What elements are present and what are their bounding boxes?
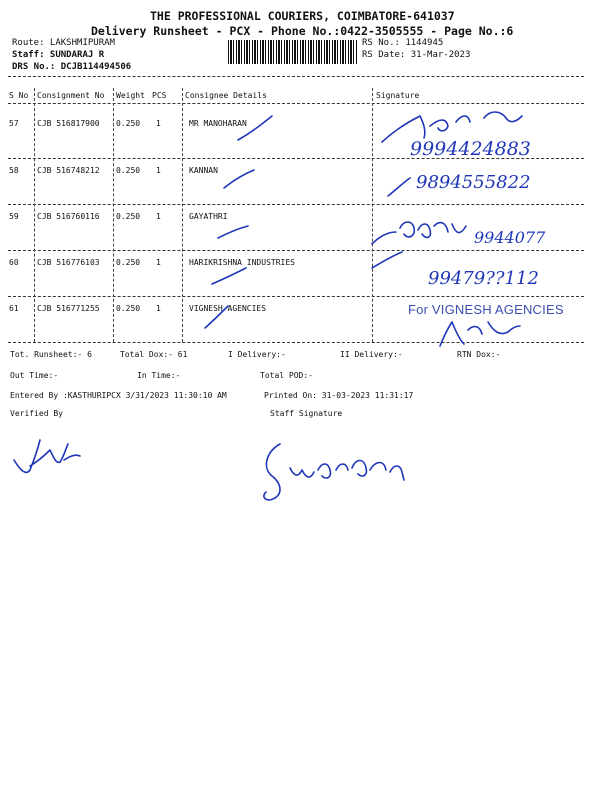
company-stamp: For VIGNESH AGENCIES	[408, 302, 564, 317]
col-header-consignee: Consignee Details	[185, 91, 267, 100]
row-sno: 58	[9, 166, 19, 175]
in-time: In Time:-	[137, 371, 181, 380]
handwritten-phone: 9944077	[474, 228, 546, 247]
second-delivery: II Delivery:-	[340, 350, 403, 359]
row-weight: 0.250	[116, 166, 141, 175]
out-time: Out Time:-	[10, 371, 59, 380]
verified-by-label: Verified By	[10, 409, 63, 418]
row-consignee: GAYATHRI	[189, 212, 228, 221]
row-consignee: HARIKRISHNA INDUSTRIES	[189, 258, 295, 267]
drs-label: DRS No.: DCJB114494506	[12, 62, 132, 72]
row-consignee: MR MANOHARAN	[189, 119, 247, 128]
printed-on: Printed On: 31-03-2023 11:31:17	[264, 391, 414, 400]
row-consignment: CJB 516776103	[37, 258, 100, 267]
col-header-sno: S No	[9, 91, 29, 100]
handwritten-phone: 9994424883	[410, 138, 531, 160]
row-weight: 0.250	[116, 212, 141, 221]
row-consignment: CJB 516760116	[37, 212, 100, 221]
return-dox: RTN Dox:-	[457, 350, 501, 359]
row-sno: 61	[9, 304, 19, 313]
runsheet-subtitle: Delivery Runsheet - PCX - Phone No.:0422-3505555 - Page No.:6	[91, 24, 514, 38]
rs-no: RS No.: 1144945	[362, 38, 444, 48]
row-consignment: CJB 516771255	[37, 304, 100, 313]
col-header-consignment: Consignment No	[37, 91, 105, 100]
col-header-weight: Weight	[116, 91, 145, 100]
entered-by: Entered By :KASTHURIPCX 3/31/2023 11:30:10 AM	[10, 391, 227, 400]
row-consignee: KANNAN	[189, 166, 218, 175]
route-label: Route: LAKSHMIPURAM	[12, 38, 115, 48]
staff-signature-label: Staff Signature	[270, 409, 343, 418]
row-consignment: CJB 516748212	[37, 166, 100, 175]
total-pod: Total POD:-	[260, 371, 313, 380]
row-sno: 57	[9, 119, 19, 128]
col-header-pcs: PCS	[152, 91, 167, 100]
row-sno: 60	[9, 258, 19, 267]
row-consignee: VIGNESH AGENCIES	[189, 304, 267, 313]
company-title: THE PROFESSIONAL COURIERS, COIMBATORE-641037	[150, 9, 455, 23]
row-weight: 0.250	[116, 119, 141, 128]
handwritten-phone: 99479??112	[428, 268, 539, 289]
first-delivery: I Delivery:-	[228, 350, 286, 359]
row-sno: 59	[9, 212, 19, 221]
row-pcs: 1	[156, 119, 161, 128]
row-pcs: 1	[156, 166, 161, 175]
col-header-signature: Signature	[376, 91, 420, 100]
handwritten-phone: 9894555822	[416, 172, 531, 193]
row-weight: 0.250	[116, 304, 141, 313]
row-pcs: 1	[156, 258, 161, 267]
staff-label: Staff: SUNDARAJ R	[12, 50, 105, 60]
total-dox: Total Dox:- 61	[120, 350, 188, 359]
row-pcs: 1	[156, 304, 161, 313]
row-weight: 0.250	[116, 258, 141, 267]
row-pcs: 1	[156, 212, 161, 221]
row-consignment: CJB 516817900	[37, 119, 100, 128]
total-runsheet: Tot. Runsheet:- 6	[10, 350, 92, 359]
rs-date: RS Date: 31-Mar-2023	[362, 50, 471, 60]
